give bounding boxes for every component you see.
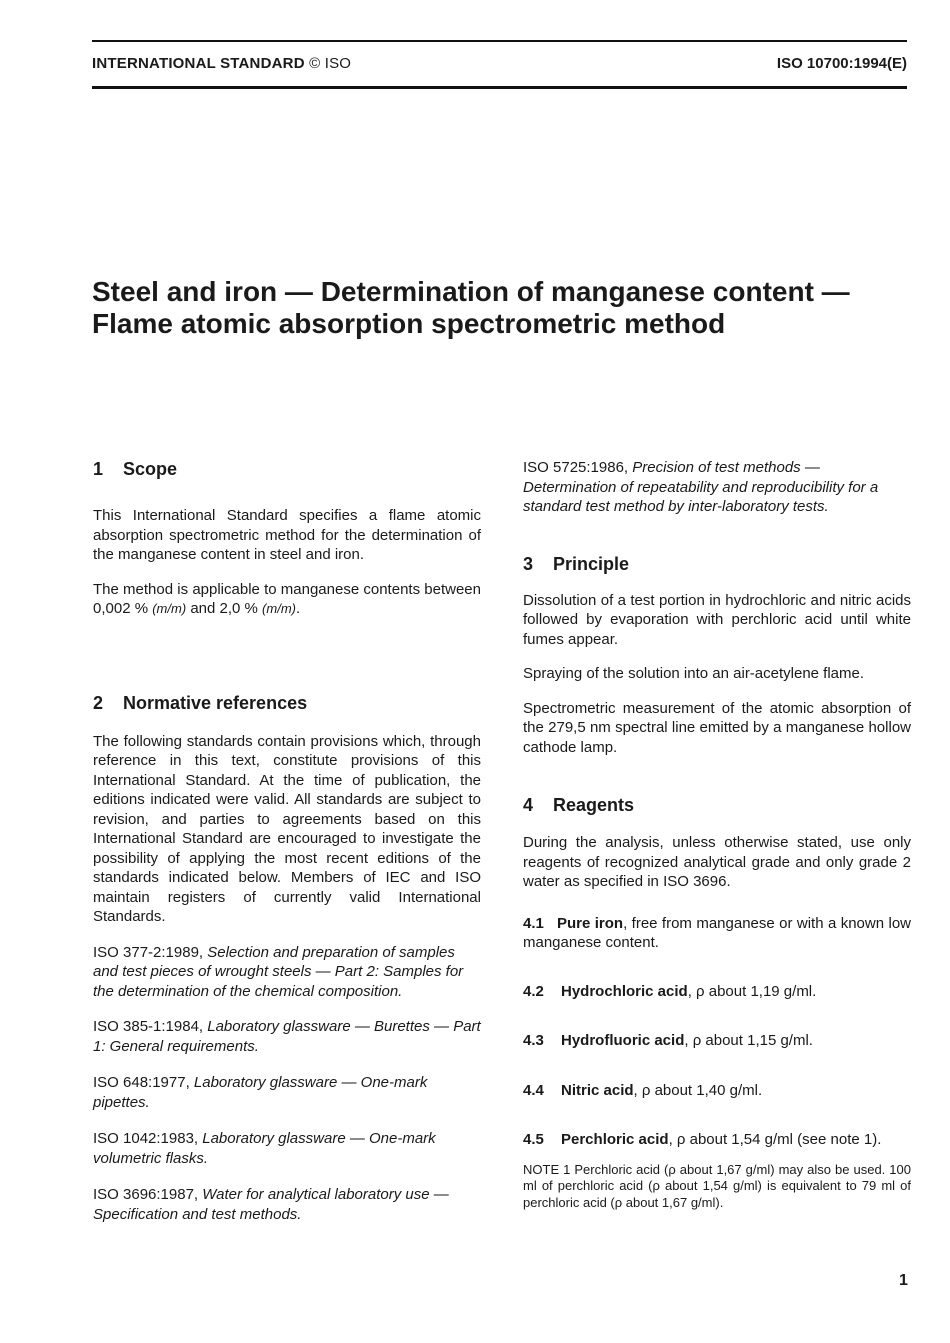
reagent-name: Hydrofluoric acid [561, 1032, 685, 1049]
normative-intro: The following standards contain provisions which, through reference in this text, constitute provisions of this International Standard. At the time of publication, the editions indicated were valid. All standards are subject to revision, and parties to agreements based on this International Standard are encouraged to investigate the possibility of applying the most recent editions of the standards indicated below. Members of IEC and ISO maintain registers of currently valid International Standards. [93, 732, 481, 925]
reagent-name: Pure iron [557, 914, 624, 932]
reference-code: ISO 3696:1987, [93, 1186, 203, 1203]
section-number: 1 [93, 459, 104, 479]
right-column [523, 458, 911, 1211]
header-rule-bottom [92, 86, 907, 89]
reagent-description: , ρ about 1,15 g/ml. [684, 1032, 813, 1049]
header-copyright: © ISO [309, 55, 352, 72]
reference-title: Laboratory glassware — Burettes — Part 1: General requirements. [93, 1018, 481, 1055]
header-standard-type: INTERNATIONAL STANDARD [92, 55, 305, 72]
header-standard-label [92, 55, 351, 72]
reference-iso-385-1 [93, 1017, 481, 1056]
reference-title: Selection and preparation of samples and test pieces of wrought steels — Part 2: Samples for the determination of the chemical composition. [93, 943, 464, 1000]
header-document-number: ISO 10700:1994(E) [776, 55, 907, 72]
section-heading-scope [93, 458, 481, 480]
reagent-description: , ρ about 1,40 g/ml. [633, 1081, 763, 1099]
reference-iso-5725 [523, 458, 911, 517]
reagent-description: , ρ about 1,54 g/ml (see note 1). [668, 1131, 882, 1148]
scope-unit-1: (m/m) [152, 601, 187, 616]
reagents-intro: During the analysis, unless otherwise stated, use only reagents of recognized analytical grade and only grade 2 water as specified in ISO 3696. [523, 834, 911, 890]
section-title: Scope [123, 459, 178, 479]
section-heading-reagents [523, 794, 911, 816]
left-column [93, 458, 481, 1224]
reagent-description: , ρ about 1,19 g/ml. [687, 982, 817, 1000]
reagent-item [523, 982, 911, 1002]
scope-p2-text-a: The method is applicable to manganese contents between 0,002 % [93, 580, 481, 617]
reference-code: ISO 385-1:1984, [93, 1018, 208, 1035]
reagent-item [523, 1130, 911, 1150]
reference-iso-648 [93, 1073, 481, 1112]
scope-paragraph-2 [93, 580, 481, 619]
reference-title: Precision of test methods — Determination of repeatability and reproducibility for a standard test method by inter-laboratory tests. [523, 459, 879, 515]
section-heading-principle [523, 553, 911, 575]
reference-code: ISO 5725:1986, [523, 459, 633, 476]
reagent-number: 4.1 [523, 914, 544, 932]
page-number: 1 [899, 1272, 908, 1289]
reagent-number: 4.4 [523, 1081, 544, 1099]
reference-iso-3696 [93, 1185, 481, 1224]
section-title: Normative references [123, 692, 308, 713]
reference-code: ISO 1042:1983, [93, 1130, 203, 1147]
reference-title: Laboratory glassware — One-mark pipettes. [93, 1074, 428, 1111]
reference-iso-1042 [93, 1129, 481, 1168]
section-number: 3 [523, 553, 534, 574]
scope-paragraph-1: This International Standard specifies a flame atomic absorption spectrometric method for the determination of the manganese content in steel and iron. [93, 507, 481, 563]
section-number: 2 [93, 692, 104, 713]
section-heading-normative [93, 692, 481, 714]
header-rule-top [92, 40, 907, 42]
reagent-name: Nitric acid [561, 1081, 634, 1099]
reagent-item [523, 1081, 911, 1101]
reference-title: Laboratory glassware — One-mark volumetric flasks. [93, 1130, 436, 1167]
principle-paragraph-3: Spectrometric measurement of the atomic absorption of the 279,5 nm spectral line emitted by a manganese hollow cathode lamp. [523, 699, 911, 756]
reference-iso-377-2 [93, 943, 481, 1002]
reagent-description: , free from manganese or with a known low manganese content. [523, 914, 911, 951]
reference-code: ISO 377-2:1989, [93, 943, 208, 961]
reference-code: ISO 648:1977, [93, 1074, 194, 1091]
reagent-name: Perchloric acid [561, 1131, 669, 1148]
reagent-number: 4.5 [523, 1131, 544, 1148]
scope-p2-text-b: and 2,0 % [186, 600, 263, 617]
principle-paragraph-2: Spraying of the solution into an air-acetylene flame. [523, 665, 865, 682]
scope-p2-text-c: . [295, 600, 301, 617]
reagent-number: 4.2 [523, 982, 544, 1000]
reagent-item [523, 914, 911, 953]
reagent-name: Hydrochloric acid [561, 982, 688, 1000]
reagent-number: 4.3 [523, 1032, 544, 1049]
scope-unit-2: (m/m) [262, 601, 296, 616]
document-title: Steel and iron — Determination of manganese content — Flame atomic absorption spectrometric method [92, 276, 850, 339]
reagent-item [523, 1031, 911, 1051]
reagents-note-1: NOTE 1 Perchloric acid (ρ about 1,67 g/ml) may also be used. 100 ml of perchloric acid (ρ about 1,54 g/ml) is equivalent to 79 ml of perchloric acid (ρ about 1,67 g/ml). [523, 1161, 911, 1210]
section-number: 4 [523, 795, 534, 815]
principle-paragraph-1: Dissolution of a test portion in hydrochloric and nitric acids followed by evaporation with perchloric acid until white fumes appear. [523, 591, 911, 648]
section-title: Principle [553, 553, 630, 574]
reference-title: Water for analytical laboratory use — Specification and test methods. [93, 1186, 449, 1223]
section-title: Reagents [553, 795, 635, 815]
